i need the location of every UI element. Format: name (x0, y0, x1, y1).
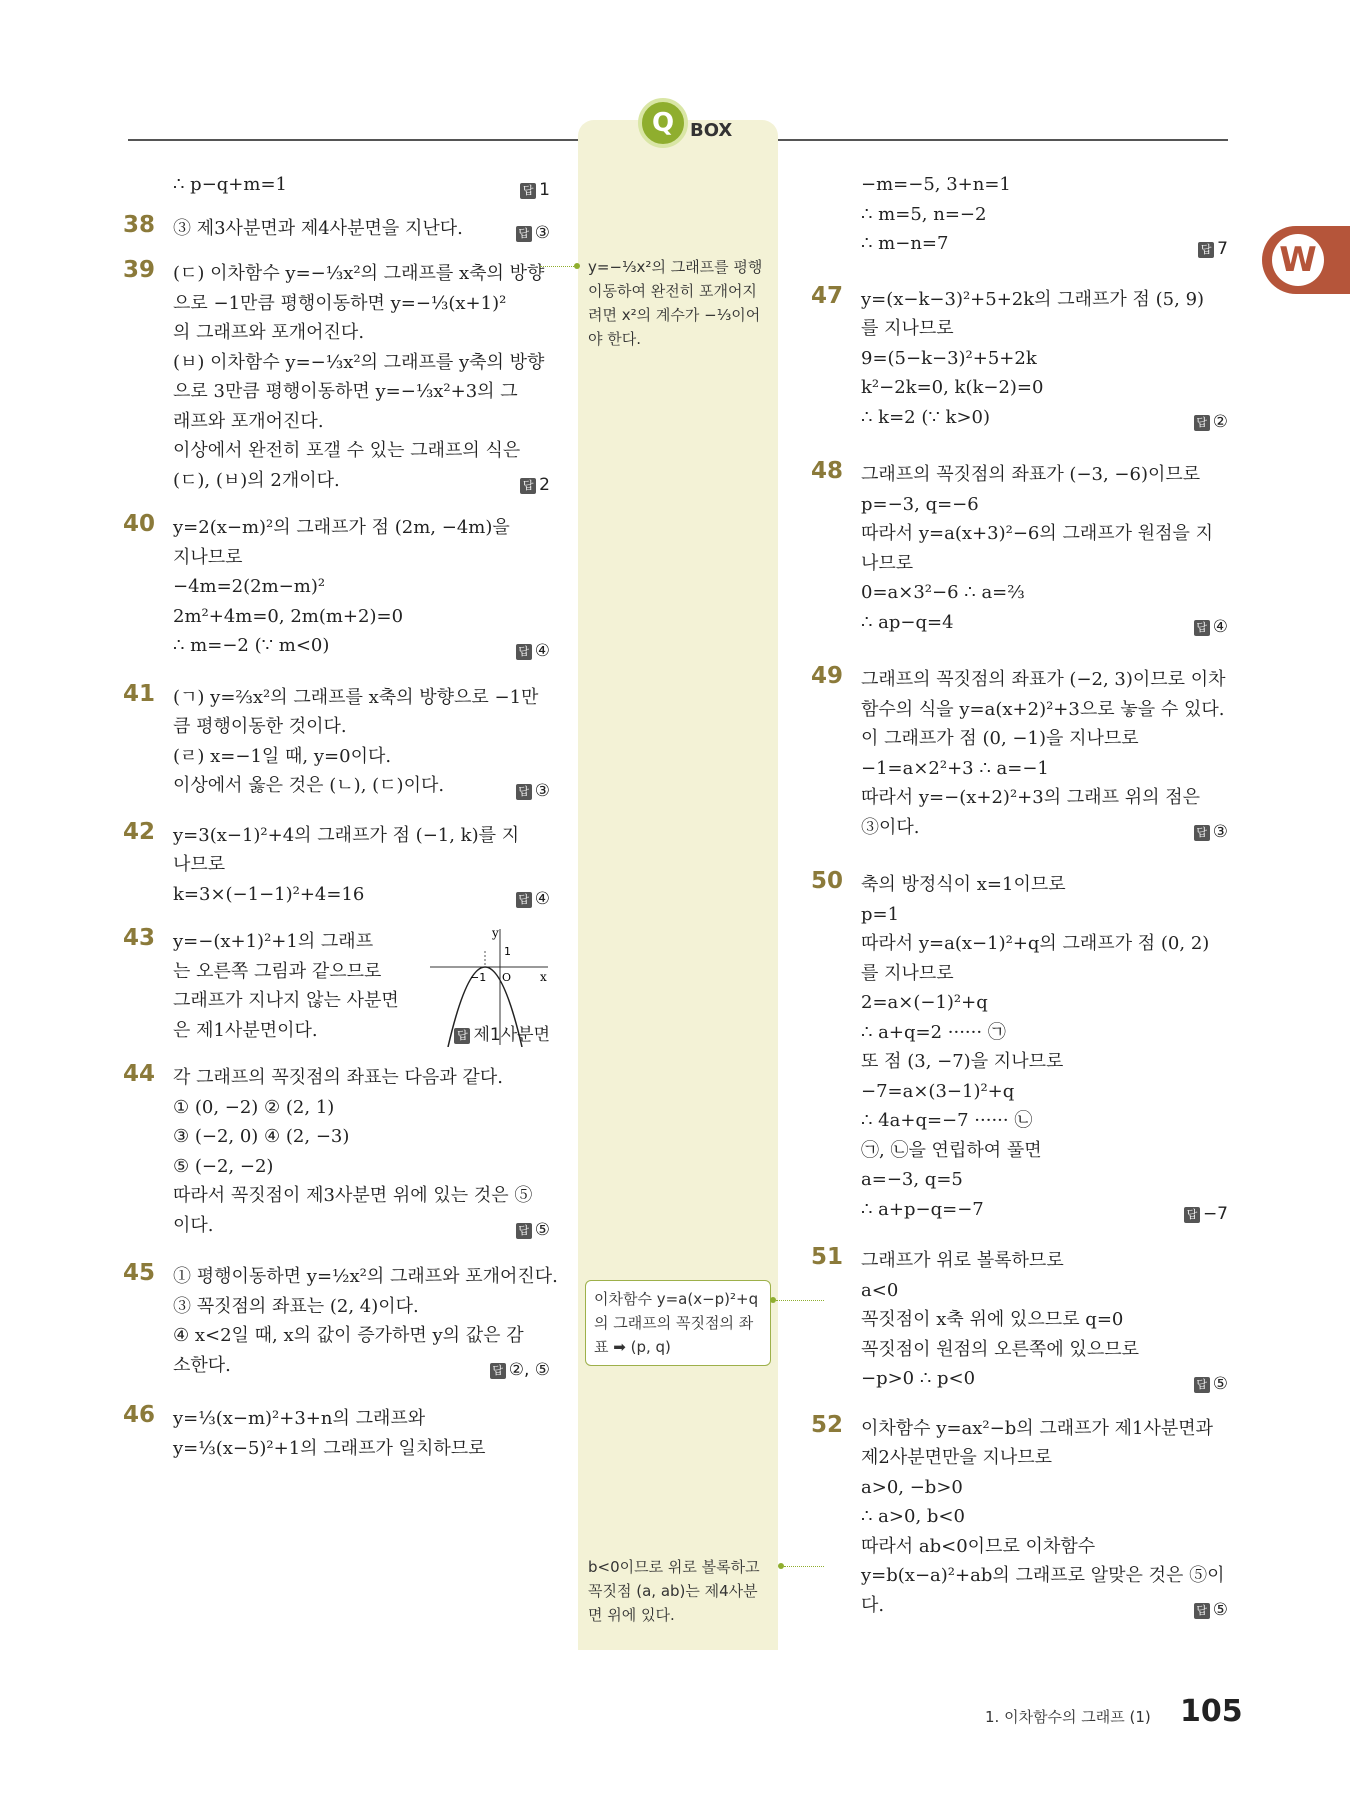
solution-line: 이상에서 옳은 것은 (ㄴ), (ㄷ)이다. (173, 775, 445, 796)
answer-mark (490, 1360, 550, 1380)
answer-value: 1 (539, 179, 550, 200)
answer-icon: 답 (516, 226, 532, 242)
solution-line: 으로 3만큼 평행이동하면 y=−⅓x²+3의 그 (173, 381, 518, 402)
answer-icon: 답 (1184, 1207, 1200, 1223)
solution-line: 를 지나므로 (861, 962, 954, 984)
answer-mark (1184, 1204, 1228, 1224)
solution-line: p=1 (861, 903, 900, 925)
problem-44 (125, 1063, 550, 1240)
problem-number: 52 (811, 1411, 844, 1438)
solution-line: 따라서 y=a(x−1)²+q의 그래프가 점 (0, 2) (861, 933, 1210, 954)
solution-line: y=(x−k−3)²+5+2k의 그래프가 점 (5, 9) (861, 288, 1205, 310)
answer-mark (516, 641, 550, 661)
problem-cont (125, 170, 550, 200)
solution-line: y=⅓(x−m)²+3+n의 그래프와 (173, 1408, 426, 1429)
answer-value: ④ (534, 640, 550, 661)
answer-mark (520, 180, 550, 200)
problem-number: 43 (123, 925, 156, 951)
qbox-badge: Q (638, 98, 688, 148)
solution-line: a=−3, q=5 (861, 1169, 963, 1190)
answer-value: ③ (1212, 822, 1228, 842)
solution-line: −7=a×(3−1)²+q (861, 1080, 1015, 1102)
solution-line: y=3(x−1)²+4의 그래프가 점 (−1, k)를 지 (173, 824, 520, 846)
answer-mark (520, 475, 550, 495)
qbox-note-3: b<0이므로 위로 볼록하고 꼭짓점 (a, ab)는 제4사분면 위에 있다. (588, 1558, 760, 1624)
answer-value: 제1사분면 (473, 1025, 550, 1045)
note-1-dot (574, 263, 580, 269)
y-label: y (492, 927, 499, 940)
problem-number: 46 (123, 1402, 156, 1428)
solution-line: 각 그래프의 꼭짓점의 좌표는 다음과 같다. (173, 1067, 503, 1088)
solution-line: y=b(x−a)²+ab의 그래프로 알맞은 것은 ⑤이 (861, 1565, 1225, 1586)
problem-number: 40 (123, 511, 156, 537)
answer-icon: 답 (520, 478, 536, 494)
problem-number: 48 (811, 458, 844, 484)
side-tab (1262, 226, 1350, 294)
solution-line: 나므로 (173, 854, 226, 875)
problem-number: 45 (123, 1260, 156, 1286)
problem-47 (811, 282, 1228, 433)
problem-42 (123, 818, 550, 910)
note-2-leader (776, 1300, 824, 1301)
right-column (813, 170, 1228, 1620)
answer-value: ⑤ (534, 1220, 550, 1240)
solution-line: ③ 꼭짓점의 좌표는 (2, 4)이다. (173, 1295, 419, 1317)
left-column (123, 170, 558, 1463)
solution-line: 나므로 (861, 552, 914, 574)
answer-icon: 답 (1194, 620, 1210, 636)
solution-line: y=−(x+1)²+1의 그래프 (173, 931, 374, 952)
solution-line: (ㄷ) 이차함수 y=−⅓x²의 그래프를 x축의 방향 (173, 263, 545, 284)
answer-value: 7 (1217, 238, 1228, 259)
solution-line: ∴ ap−q=4 (861, 611, 954, 633)
qbox-note-1: y=−⅓x²의 그래프를 평행 이동하여 완전히 포개어지려면 x²의 계수가 −⅓이어야 한다. (588, 258, 763, 348)
header-rule-left (128, 139, 580, 141)
solution-line: 를 지나므로 (861, 318, 954, 339)
w-logo-icon: W (1272, 234, 1324, 286)
answer-value: ②, ⑤ (508, 1360, 550, 1380)
solution-line: 꼭짓점이 원점의 오른쪽에 있으므로 (861, 1338, 1139, 1360)
solution-line: 큼 평행이동한 것이다. (173, 716, 347, 737)
solution-line: 따라서 ab<0이므로 이차함수 (861, 1535, 1096, 1557)
answer-mark (516, 889, 550, 909)
solution-line: 그래프의 꼭짓점의 좌표가 (−3, −6)이므로 (861, 464, 1201, 485)
solution-line: (ㄷ), (ㅂ)의 2개이다. (173, 469, 340, 491)
page-number: 105 (1180, 1694, 1243, 1729)
solution-line: 따라서 꼭짓점이 제3사분면 위에 있는 것은 ⑤ (173, 1185, 533, 1206)
solution-line: (ㅂ) 이차함수 y=−⅓x²의 그래프를 y축의 방향 (173, 351, 545, 373)
note-3-leader (784, 1566, 824, 1567)
solution-line: 따라서 y=a(x+3)²−6의 그래프가 원점을 지 (861, 523, 1214, 544)
solution-line: 으로 −1만큼 평행이동하면 y=−⅓(x+1)² (173, 292, 507, 314)
problem-50 (813, 870, 1228, 1224)
note-1-leader (540, 266, 574, 267)
answer-icon: 답 (490, 1363, 506, 1379)
solution-line: 축의 방정식이 x=1이므로 (861, 874, 1066, 895)
answer-value: −7 (1202, 1204, 1228, 1224)
problem-number: 39 (123, 257, 156, 283)
solution-line: ∴ k=2 (∵ k>0) (861, 406, 990, 428)
solution-line: 함수의 식을 y=a(x+2)²+3으로 놓을 수 있다. (861, 698, 1225, 720)
answer-icon: 답 (1194, 1377, 1210, 1393)
answer-icon: 답 (516, 644, 532, 660)
problem-40 (125, 513, 550, 661)
graph-43 (430, 927, 550, 1047)
solution-line: ∴ 4a+q=−7 ······ ㉡ (861, 1110, 1033, 1131)
solution-line: 9=(5−k−3)²+5+2k (861, 347, 1037, 369)
solution-line: 그래프가 지나지 않는 사분면 (173, 990, 399, 1011)
solution-line: 제2사분면만을 지나므로 (861, 1447, 1053, 1468)
answer-mark (516, 1220, 550, 1240)
answer-value: ⑤ (1212, 1373, 1228, 1394)
solution-line: y=⅓(x−5)²+1의 그래프가 일치하므로 (173, 1437, 486, 1459)
solution-line: ㉠, ㉡을 연립하여 풀면 (861, 1139, 1042, 1161)
solution-line: ∴ m−n=7 (861, 233, 949, 254)
solution-line: 의 그래프와 포개어진다. (173, 322, 365, 343)
answer-mark (1194, 617, 1228, 637)
solution-line: (ㄱ) y=⅔x²의 그래프를 x축의 방향으로 −1만 (173, 686, 539, 708)
answer-mark (1194, 1374, 1228, 1394)
solution-line: 그래프가 위로 볼록하므로 (861, 1250, 1064, 1271)
answer-mark (1194, 822, 1228, 842)
solution-line: y=2(x−m)²의 그래프가 점 (2m, −4m)을 (173, 517, 510, 538)
answer-icon: 답 (1194, 1603, 1210, 1619)
answer-value: ③ (534, 223, 550, 243)
solution-line: ∴ m=−2 (∵ m<0) (173, 635, 330, 656)
x-label: x (540, 970, 547, 984)
solution-line: 지나므로 (173, 546, 243, 568)
solution-line: ∴ a+p−q=−7 (861, 1198, 984, 1220)
answer-value: ⑤ (1212, 1600, 1228, 1620)
solution-line: 2m²+4m=0, 2m(m+2)=0 (173, 605, 404, 627)
problem-number: 42 (123, 818, 156, 845)
problem-49 (813, 665, 1228, 842)
problem-39 (125, 259, 550, 495)
problem-number: 41 (123, 680, 156, 707)
solution-line: −m=−5, 3+n=1 (861, 174, 1011, 195)
qbox-note-2: 이차함수 y=a(x−p)²+q의 그래프의 꼭짓점의 좌표 ➡ (p, q) (585, 1280, 771, 1366)
problem-cont (813, 170, 1228, 259)
problem-number: 51 (811, 1244, 844, 1270)
solution-line: 0=a×3²−6 ∴ a=⅔ (861, 582, 1025, 603)
answer-icon: 답 (1194, 415, 1210, 431)
answer-icon: 답 (516, 892, 532, 908)
solution-line: 래프와 포개어진다. (173, 410, 324, 432)
solution-line: ③ 제3사분면과 제4사분면을 지난다. (173, 217, 463, 239)
solution-line: ① (0, −2) ② (2, 1) (173, 1096, 335, 1118)
problem-51 (813, 1246, 1228, 1394)
qbox-label: BOX (690, 120, 733, 141)
problem-46 (125, 1404, 550, 1463)
origin-label: O (502, 971, 512, 984)
solution-line: ① 평행이동하면 y=½x²의 그래프와 포개어진다. (173, 1266, 558, 1287)
solution-line: ∴ p−q+m=1 (173, 174, 287, 195)
solution-line: −1=a×2²+3 ∴ a=−1 (861, 757, 1049, 779)
solution-line: 2=a×(−1)²+q (861, 992, 988, 1013)
solution-line: k=3×(−1−1)²+4=16 (173, 883, 365, 905)
answer-value: ④ (1212, 617, 1228, 637)
solution-line: 은 제1사분면이다. (173, 1019, 318, 1041)
solution-line: 그래프의 꼭짓점의 좌표가 (−2, 3)이므로 이차 (861, 669, 1226, 690)
solution-line: ∴ a>0, b<0 (861, 1506, 965, 1527)
answer-mark (516, 781, 550, 801)
solution-line: −p>0 ∴ p<0 (861, 1368, 976, 1389)
solution-line: ③ (−2, 0) ④ (2, −3) (173, 1126, 350, 1147)
header-rule-right (778, 139, 1228, 141)
answer-icon: 답 (454, 1028, 470, 1044)
solution-line: ⑤ (−2, −2) (173, 1155, 274, 1177)
solution-line: 소한다. (173, 1354, 231, 1376)
problem-48 (813, 460, 1228, 637)
solution-line: ∴ a+q=2 ······ ㉠ (861, 1021, 1006, 1043)
answer-mark (1198, 239, 1228, 259)
answer-icon: 답 (516, 1223, 532, 1239)
problem-number: 47 (811, 282, 844, 309)
solution-line: 다. (861, 1594, 885, 1616)
solution-line: −4m=2(2m−m)² (173, 576, 326, 597)
answer-value: 2 (539, 475, 550, 495)
solution-line: 이 그래프가 점 (0, −1)을 지나므로 (861, 728, 1139, 749)
answer-mark (1194, 412, 1228, 432)
solution-line: 이차함수 y=ax²−b의 그래프가 제1사분면과 (861, 1417, 1214, 1439)
solution-line: a>0, −b>0 (861, 1476, 963, 1498)
problem-number: 49 (811, 663, 844, 689)
tick-1: 1 (504, 945, 511, 958)
answer-value: ④ (534, 889, 550, 909)
answer-icon: 답 (520, 183, 536, 199)
solution-line: a<0 (861, 1279, 899, 1301)
answer-icon: 답 (1194, 825, 1210, 841)
answer-value: ③ (534, 780, 550, 801)
solution-line: ∴ m=5, n=−2 (861, 203, 987, 225)
problem-41 (123, 680, 550, 801)
problem-43 (125, 927, 550, 1045)
problem-number: 44 (123, 1061, 156, 1087)
solution-line: 따라서 y=−(x+2)²+3의 그래프 위의 점은 (861, 787, 1200, 808)
solution-line: (ㄹ) x=−1일 때, y=0이다. (173, 745, 392, 767)
answer-icon: 답 (1198, 242, 1214, 258)
solution-line: k²−2k=0, k(k−2)=0 (861, 377, 1044, 398)
answer-mark (516, 223, 550, 243)
problem-number: 38 (123, 211, 156, 238)
tick-neg1: −1 (470, 971, 487, 984)
solution-line: p=−3, q=−6 (861, 493, 979, 515)
answer-value: ② (1212, 412, 1228, 432)
solution-line: 는 오른쪽 그림과 같으므로 (173, 960, 382, 982)
problem-38 (123, 211, 550, 244)
footer-chapter: 1. 이차함수의 그래프 (1) (985, 1708, 1151, 1726)
solution-line: 꼭짓점이 x축 위에 있으므로 q=0 (861, 1309, 1124, 1330)
problem-45 (123, 1260, 558, 1380)
solution-line: ③이다. (861, 816, 920, 838)
problem-number: 50 (811, 868, 844, 894)
solution-line: 이다. (173, 1214, 214, 1236)
answer-icon: 답 (516, 784, 532, 800)
problem-52 (811, 1411, 1228, 1621)
solution-line: ④ x<2일 때, x의 값이 증가하면 y의 값은 감 (173, 1325, 524, 1346)
answer-mark (1194, 1600, 1228, 1620)
solution-line: 또 점 (3, −7)을 지나므로 (861, 1051, 1064, 1072)
solution-line: 이상에서 완전히 포갤 수 있는 그래프의 식은 (173, 440, 521, 461)
